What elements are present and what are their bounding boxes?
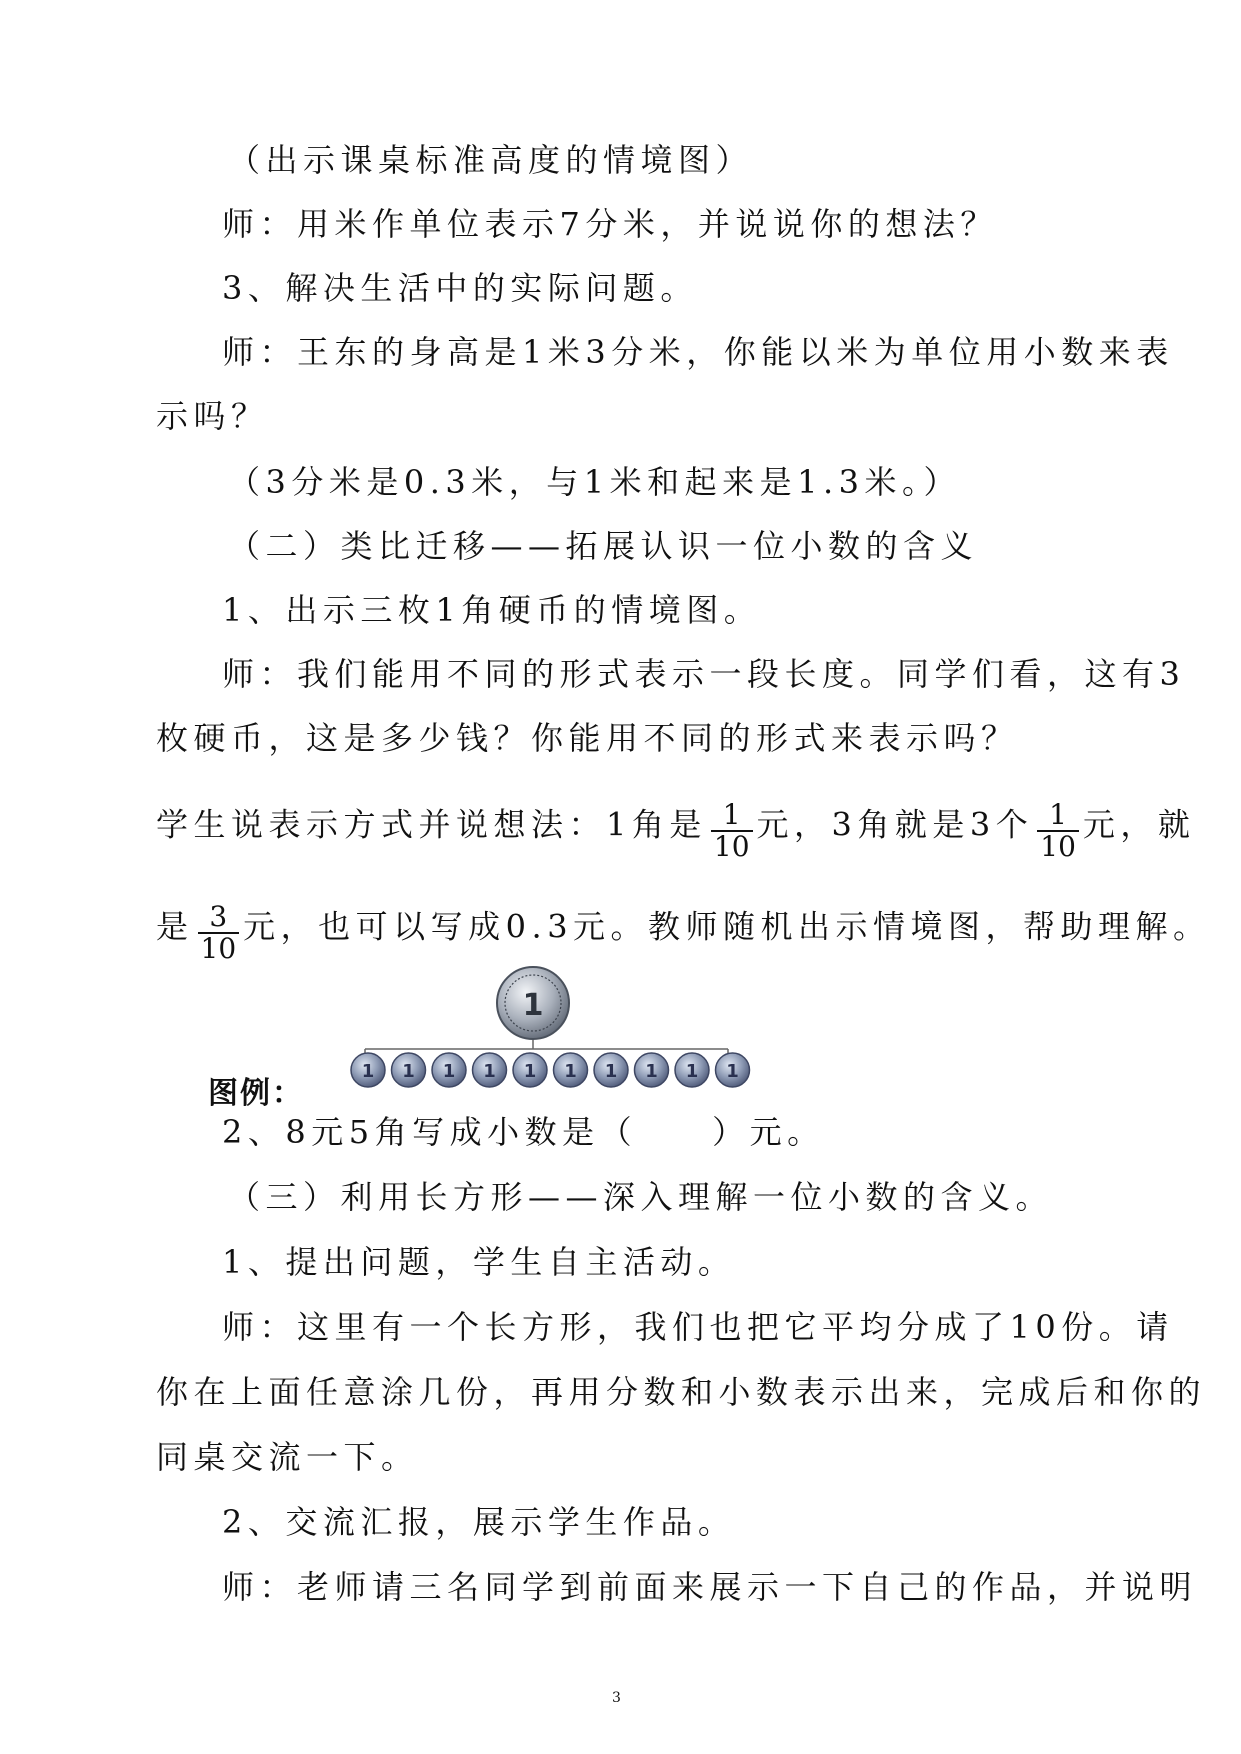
line-8: 1、出示三枚1角硬币的情境图。 [222,591,762,629]
line-11: 2、8元5角写成小数是（ ）元。 [222,1113,825,1151]
line-18: 师：老师请三名同学到前面来展示一下自己的作品，并说明 [222,1568,1198,1606]
small-coin-row [351,1053,750,1087]
small-coin-value: 1 [402,1061,415,1082]
line-14: 师：这里有一个长方形，我们也把它平均分成了10份。请 [222,1308,1174,1346]
small-coin [392,1053,426,1087]
fraction-numerator: 3 [198,902,240,934]
big-coin-value: 1 [522,988,544,1023]
fraction-line-1-text-b: 元，3角就是3个 [756,805,1034,844]
small-coin-value: 1 [564,1061,577,1082]
small-coin [554,1053,588,1087]
fraction-denominator: 10 [1040,830,1076,863]
small-coin [513,1053,547,1087]
small-coin-value: 1 [604,1061,618,1082]
small-coin [635,1053,669,1087]
legend-label: 图例： [208,1076,304,1111]
small-coin [594,1053,628,1087]
page-number: 3 [612,1690,621,1706]
line-12: （三）利用长方形——深入理解一位小数的含义。 [228,1178,1054,1216]
small-coin-value: 1 [483,1061,496,1082]
line-7: （二）类比迁移——拓展认识一位小数的含义 [228,527,979,565]
line-6: （3分米是0.3米，与1米和起来是1.3米。） [228,463,962,501]
fraction-line-2-text-a: 是 [156,907,194,946]
line-5: 示吗？ [156,397,269,435]
line-3: 3、解决生活中的实际问题。 [222,269,698,307]
small-coin-value: 1 [645,1061,658,1082]
fraction-denominator: 10 [713,830,750,863]
line-2: 师：用米作单位表示7分米，并说说你的想法？ [222,205,998,243]
fraction-line-1-text-a: 学生说表示方式并说想法：1角是 [156,805,707,844]
fraction-line-2-text-b: 元，也可以写成0.3元。教师随机出示情境图，帮助理解。 [243,907,1211,946]
small-coin [716,1053,750,1087]
small-coin-value: 1 [726,1061,739,1082]
fraction-denominator: 10 [200,932,237,965]
fraction-line-1-text-c: 元，就 [1082,805,1196,844]
small-coin-value: 1 [442,1061,456,1082]
small-coin [473,1053,507,1087]
small-coin [432,1053,466,1087]
line-16: 同桌交流一下。 [156,1438,419,1476]
small-coin-value: 1 [685,1061,699,1082]
line-1: （出示课桌标准高度的情境图） [228,141,754,179]
small-coin [675,1053,709,1087]
fraction-numerator: 1 [711,800,753,832]
small-coin [351,1053,385,1087]
line-4: 师：王东的身高是1米3分米，你能以米为单位用小数来表 [222,333,1174,371]
line-15: 你在上面任意涂几份，再用分数和小数表示出来，完成后和你的 [156,1373,1207,1411]
coin-bracket [365,1040,728,1058]
line-9: 师：我们能用不同的形式表示一段长度。同学们看，这有3 [222,655,1186,693]
fraction-numerator: 1 [1037,800,1079,832]
big-coin [497,967,569,1039]
line-13: 1、提出问题，学生自主活动。 [222,1243,736,1281]
small-coin-value: 1 [361,1061,375,1082]
line-10: 枚硬币，这是多少钱？你能用不同的形式来表示吗？ [156,719,1019,757]
line-17: 2、交流汇报，展示学生作品。 [222,1503,736,1541]
small-coin-value: 1 [523,1061,537,1082]
